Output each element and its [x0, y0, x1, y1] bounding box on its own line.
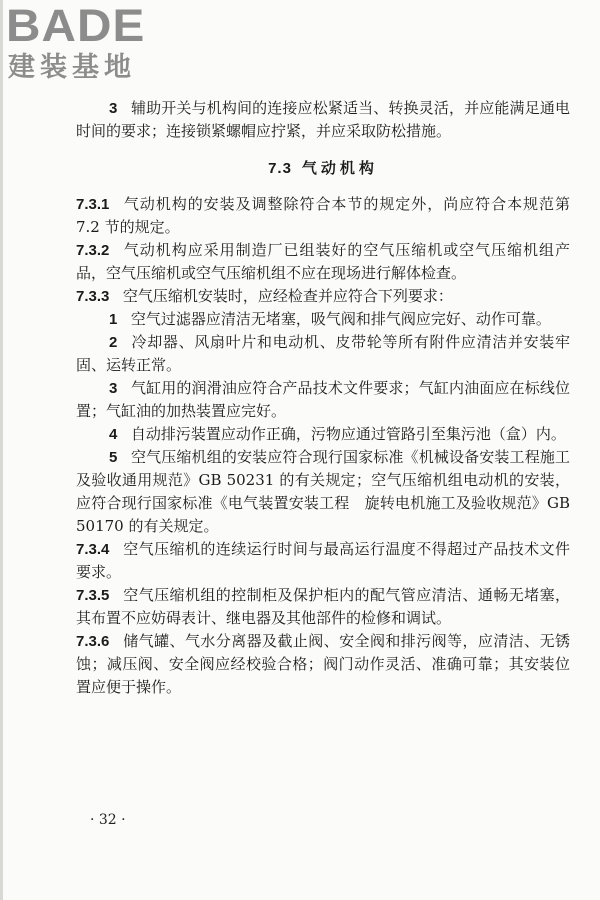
- item-paragraph: [76, 446, 570, 538]
- page-number: · 32 ·: [90, 812, 126, 828]
- clause-paragraph: [76, 285, 570, 308]
- logo-word: BADE: [6, 0, 146, 51]
- document-body: [76, 97, 570, 699]
- item-number: 5: [109, 449, 118, 466]
- item-number: 3: [109, 380, 118, 397]
- item-paragraph: [76, 423, 570, 446]
- clause-paragraph: [76, 630, 570, 699]
- paragraph-text: 气动机构应采用制造厂已组装好的空气压缩机或空气压缩机组产品，空气压缩机或空气压缩机组不应在现场进行解体检查。: [76, 241, 570, 282]
- paragraph-text: 空气压缩机组的控制柜及保护柜内的配气管应清洁、通畅无堵塞，其布置不应妨碍表计、继电器及其他部件的检修和调试。: [76, 586, 570, 627]
- paragraph-text: 空气压缩机的连续运行时间与最高运行温度不得超过产品技术文件要求。: [76, 540, 570, 581]
- paragraph-text: 气缸用的润滑油应符合产品技术文件要求；气缸内油面应在标线位置；气缸油的加热装置应完好。: [76, 379, 570, 420]
- page-edge: [0, 0, 3, 900]
- clause-number: 7.3.2: [76, 242, 110, 259]
- paragraph-text: 辅助开关与机构间的连接应松紧适当、转换灵活，并应能满足通电时间的要求；连接锁紧螺帽应拧紧，并应采取防松措施。: [76, 99, 570, 140]
- clause-paragraph: [76, 584, 570, 630]
- paragraph-text: 自动排污装置应动作正确，污物应通过管路引至集污池（盒）内。: [130, 425, 566, 443]
- paragraph-text: 空气压缩机组的安装应符合现行国家标准《机械设备安装工程施工及验收通用规范》GB 50231 的有关规定；空气压缩机组电动机的安装，应符合现行国家标准《电气装置安装工程 旋转电机施工及验收规范》GB 50170 的有关规定。: [76, 448, 570, 535]
- watermark-logo: [6, 2, 176, 88]
- paragraph-text: 空气压缩机安装时，应经检查并应符合下列要求：: [122, 287, 453, 305]
- item-paragraph: [76, 377, 570, 423]
- clause-number: 7.3.3: [76, 288, 110, 305]
- item-number: 3: [109, 100, 118, 117]
- clause-number: 7.3.4: [76, 541, 110, 558]
- item-number: 4: [109, 426, 118, 443]
- clause-number: 7.3.1: [76, 196, 110, 213]
- paragraph-text: 冷却器、风扇叶片和电动机、皮带轮等所有附件应清洁并安装牢固、运转正常。: [76, 333, 570, 374]
- section-title-text: 气动机构: [301, 159, 378, 177]
- clause-number: 7.3.5: [76, 587, 110, 604]
- item-number: 1: [109, 311, 118, 328]
- logo-subtitle: 建装基地: [8, 52, 136, 83]
- item-paragraph: [76, 97, 570, 143]
- paragraph-text: 空气过滤器应清洁无堵塞，吸气阀和排气阀应完好、动作可靠。: [130, 310, 551, 328]
- item-number: 2: [109, 334, 118, 351]
- clause-number: 7.3.6: [76, 633, 110, 650]
- clause-paragraph: [76, 239, 570, 285]
- paragraph-text: 气动机构的安装及调整除符合本节的规定外，尚应符合本规范第 7.2 节的规定。: [76, 195, 570, 236]
- section-number: 7.3: [268, 160, 292, 177]
- clause-paragraph: [76, 538, 570, 584]
- item-paragraph: [76, 308, 570, 331]
- paragraph-text: 储气罐、气水分离器及截止阀、安全阀和排污阀等，应清洁、无锈蚀；减压阀、安全阀应经校验合格；阀门动作灵活、准确可靠；其安装位置应便于操作。: [76, 632, 570, 696]
- clause-paragraph: [76, 193, 570, 239]
- section-title: [76, 157, 570, 180]
- item-paragraph: [76, 331, 570, 377]
